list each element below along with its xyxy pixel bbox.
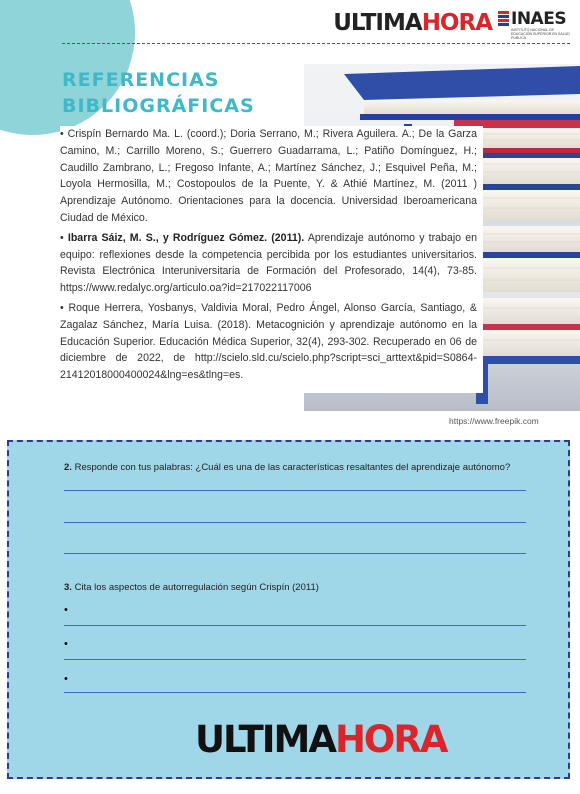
reference-item — [60, 300, 477, 384]
reference-text: Crispín Bernardo Ma. L. (coord.); Doria Serrano, M.; Rivera Aguilera. A.; De la Garza Camino, M.; Carrillo Moreno, S.; Guerrero Guadarrama, L.; Patiño Domínguez, H.; Caudillo Zambrano, L.; Fregoso Infante, A.; Martínez Sánchez, J.; Esquivel Peña, M.; Loyola Hermosilla, M.; Costopoulos de la Puente, Y. & Athié Martínez, M. (2011 ) Aprendizaje Autónomo. Orientaciones para la docencia. Universidad Iberoamericana Ciudad de México. — [60, 128, 477, 224]
inaes-logo — [498, 9, 570, 39]
inaes-text: INAES — [511, 9, 567, 29]
reference-author: Ibarra Sáiz, M. S., y Rodríguez Gómez. (2011). — [67, 231, 305, 244]
logo-hora-text: HORA — [334, 718, 447, 761]
inaes-subtitle: INSTITUTO NACIONAL DE EDUCACIÓN SUPERIOR EN SALUD PÚBLICA — [511, 28, 570, 40]
reference-bullet: • — [60, 128, 64, 140]
answer-line[interactable] — [64, 659, 526, 660]
reference-text: Roque Herrera, Yosbanys, Valdivia Moral, Pedro Ángel, Alonso García, Santiago, & Zagalaz Sánchez, María Luisa. (2018). Metacognición y aprendizaje autónomo en la Educación Superior. Educación Médica Superior, 32(4), 293-302. Recuperado en 06 de diciembre de 2022, de http://scielo.sld.cu/scielo.php?script=sci_arttext&pid=S0864-21412018000400024&lng=es&tlng=es. — [60, 301, 477, 382]
answer-line[interactable] — [64, 553, 526, 554]
answer-line[interactable] — [64, 625, 526, 626]
question-3 — [64, 582, 319, 593]
title-line-2: BIBLIOGRÁFICAS — [62, 95, 255, 117]
question-2 — [64, 462, 510, 473]
question-text: Responde con tus palabras: ¿Cuál es una de las características resaltantes del aprendizaje autónomo? — [71, 462, 511, 473]
title-line-1: REFERENCIAS — [62, 69, 220, 91]
logo-ultima-text: ULTIMA — [333, 10, 422, 36]
question-number: 3. — [64, 582, 72, 593]
page-title — [62, 67, 255, 119]
logo-ultima-text: ULTIMA — [195, 718, 335, 761]
reference-bullet: • — [60, 231, 64, 244]
question-text: Cita los aspectos de autorregulación según Crispín (2011) — [71, 582, 319, 593]
question-number: 2. — [64, 462, 72, 473]
inaes-flag-icon — [498, 11, 509, 25]
reference-item — [60, 230, 477, 297]
answer-line[interactable] — [64, 522, 526, 523]
reference-item — [60, 126, 477, 227]
answer-bullet: • — [64, 673, 68, 685]
logo-hora-text: HORA — [421, 10, 492, 36]
photo-credit: https://www.freepik.com — [449, 416, 539, 426]
answer-line[interactable] — [64, 692, 526, 693]
header-divider — [62, 43, 570, 44]
answer-line[interactable] — [64, 490, 526, 491]
references-list — [60, 126, 483, 393]
reference-bullet: • — [60, 301, 64, 314]
answer-bullet: • — [64, 604, 68, 616]
answer-bullet: • — [64, 638, 68, 650]
ultimahora-logo-top — [333, 10, 492, 36]
reference-text: Aprendizaje autónomo y trabajo en equipo: reflexiones desde la competencia percibida por los estudiantes universitarios. Revista Electrónica Interuniversitaria de Formación del Profesorado, 14(4), 73-85. https://www.redalyc.org/articulo.oa?id=217022117006 — [60, 231, 478, 295]
ultimahora-logo-bottom — [195, 718, 447, 761]
